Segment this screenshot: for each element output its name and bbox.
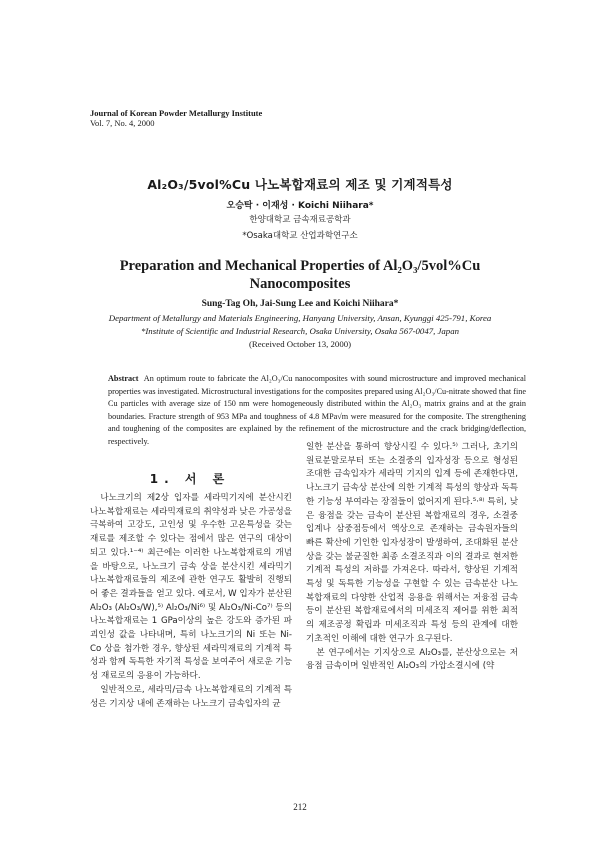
korean-affiliation-1: 한양대학교 금속재료공학과 <box>249 215 351 225</box>
abstract-text: An optimum route to fabricate the Al₂O₃/Cu nanocomposites with sound microstructure and improved mechanical properties was investigated. Microstructural investigations for the composites prepared using Al₂O₃/Cu-nitrate showed that fine Cu particles with average size of 150 nm were homogeneously distributed within the Al₂O₃ matrix grains and at the grain boundaries. Fracture strength of 953 MPa and toughness of 4.8 MPa√m were measured for the composite. The strengthening and toughening of the composites are explained by the refinement of the microstructure and the crack bridging/deflection, respectively. <box>108 374 526 446</box>
body-paragraph: 일한 분산을 통하여 향상시킬 수 있다.⁵⁾ 그러나, 초기의 원료분말로부터 또는 소결중의 입자성장 등으로 형성된 조대한 금속입자가 세라믹 기지의 입계 등에 존재한다면, 나노크기 금속상 분산에 의한 기계적 특성의 향상과 독특한 기능성 부여라는 장점들이 없어지게 된다.⁵·⁸⁾ 특히, 낮은 융점을 갖는 금속이 분산된 복합재료의 경우, 소결중 입계나 삼중점등에서 액상으로 존재하는 금속원자들의 빠른 확산에 기인한 입자성장이 발생하여, 조대화된 분산상을 갖는 불균질한 최종 소결조직과 이의 결과로 현저한 기계적 특성의 저하를 가져온다. 따라서, 향상된 기계적 특성 및 독특한 기능성을 구현할 수 있는 금속분산 나노복합재료의 다양한 산업적 응용을 위해서는 저융점 금속 등이 분산된 복합재료에서의 미세조직 제어를 위한 최적의 제조공정 확립과 미세조직과 특성 등의 관계에 대한 기초적인 이해에 대한 연구가 요구된다. <box>306 442 518 644</box>
english-title <box>0 257 600 293</box>
page-number: 212 <box>293 802 307 812</box>
korean-title: Al₂O₃/5vol%Cu 나노복합재료의 제조 및 기계적특성 <box>147 177 453 192</box>
journal-volume: Vol. 7, No. 4, 2000 <box>90 118 155 128</box>
body-paragraph: 본 연구에서는 기지상으로 Al₂O₃를, 분산상으로는 저융점 금속이며 일반적인 Al₂O₃의 가압소결시에 (약 <box>306 647 518 672</box>
english-affiliation-2: *Institute of Scientific and Industrial Research, Osaka University, Osaka 567-0047, Japan <box>140 326 460 336</box>
english-title-line-1: Preparation and Mechanical Properties of Al₂O₃/5vol%Cu <box>119 258 481 274</box>
english-title-line-2: Nanocomposites <box>249 276 351 292</box>
section-heading: 1. 서 론 <box>149 472 231 486</box>
korean-authors: 오승탁 · 이재성 · Koichi Niihara* <box>226 201 374 211</box>
received-date: (Received October 13, 2000) <box>248 339 352 349</box>
english-affiliation-1: Department of Metallurgy and Materials Engineering, Hanyang University, Ansan, Kyunggi 425-791, Korea <box>108 313 492 323</box>
korean-affiliation-2: *Osaka대학교 산업과학연구소 <box>242 231 358 241</box>
body-column-right <box>306 441 518 674</box>
abstract-block <box>108 373 526 449</box>
english-authors: Sung-Tag Oh, Jai-Sung Lee and Koichi Niihara* <box>201 299 399 309</box>
body-paragraph: 일반적으로, 세라믹/금속 나노복합재료의 기계적 특성은 기지상 내에 존재하는 나노크기 금속입자의 균 <box>90 684 292 709</box>
abstract-label: Abstract <box>108 374 139 383</box>
body-column-left <box>90 492 292 711</box>
journal-header <box>90 108 262 128</box>
journal-name: Journal of Korean Powder Metallurgy Institute <box>90 108 263 118</box>
body-paragraph: 나노크기의 제2상 입자를 세라믹기지에 분산시킨 나노복합재료는 세라믹재료의 취약성과 낮은 가공성을 극복하여 고강도, 고인성 및 우수한 고온특성을 갖는 재료를 제조할 수 있다는 점에서 많은 연구의 대상이 되고 있다.¹⁻⁴⁾ 최근에는 이러한 나노복합재료의 개념을 바탕으로, 나노크기 금속 상을 분산시킨 세라믹기 나노복합재료들의 제조에 관한 연구도 활발히 진행되어 좋은 결과들을 얻고 있다. 예로서, W 입자가 분산된 Al₂O₃ (Al₂O₃/W),⁵⁾ Al₂O₃/Ni⁶⁾ 및 Al₂O₃/Ni-Co⁷⁾ 등의 나노복합재료는 1 GPa이상의 높은 강도와 증가된 파괴인성 값을 나타내며, 특히 나노크기의 Ni 또는 Ni-Co 상을 첨가한 경우, 향상된 세라믹재료의 기계적 특성과 함께 독특한 자기적 특성을 보여주어 새로운 기능성 재료로의 응용이 가능하다. <box>90 493 292 682</box>
